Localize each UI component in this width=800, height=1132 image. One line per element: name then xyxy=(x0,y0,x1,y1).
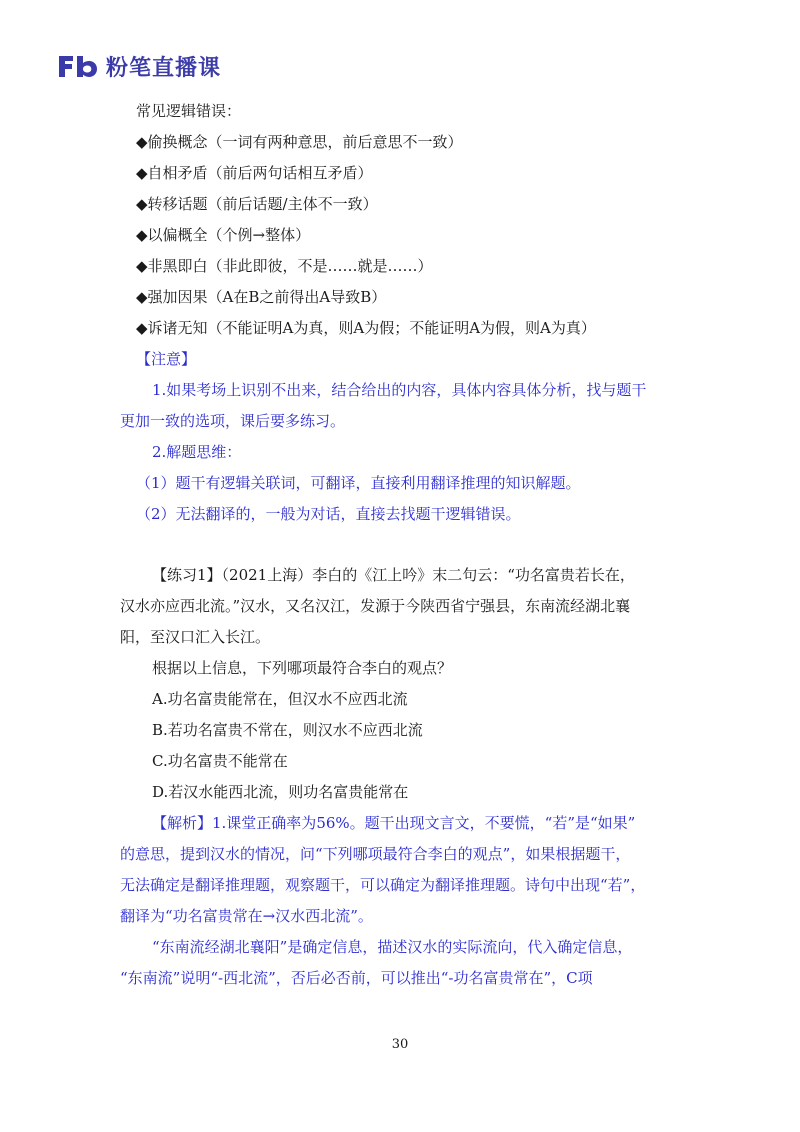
list-item: ◆强加因果（A在B之前得出A导致B） xyxy=(136,288,387,306)
note-paragraph-2: 2.解题思维： xyxy=(152,443,242,461)
exercise-stem: 【练习1】（2021上海）李白的《江上吟》末二句云：“功名富贵若长在， xyxy=(152,566,635,584)
page-number: 30 xyxy=(391,1037,409,1052)
fb-logo-icon xyxy=(56,52,100,80)
option-a: A.功名富贵能常在，但汉水不应西北流 xyxy=(152,690,408,708)
note-point-2: （2）无法翻译的，一般为对话，直接去找题干逻辑错误。 xyxy=(136,505,521,523)
brand-name: 粉笔直播课 xyxy=(106,55,222,81)
brand-logo xyxy=(56,50,221,82)
option-b: B.若功名富贵不常在，则汉水不应西北流 xyxy=(152,721,423,739)
list-item: ◆偷换概念（一词有两种意思，前后意思不一致） xyxy=(136,133,463,151)
list-item: ◆诉诸无知（不能证明A为真，则A为假；不能证明A为假，则A为真） xyxy=(136,319,596,337)
note-paragraph-1-cont: 更加一致的选项，课后要多练习。 xyxy=(120,412,346,430)
analysis-paragraph-2: “东南流经湖北襄阳”是确定信息，描述汉水的实际流向，代入确定信息， xyxy=(152,938,633,956)
note-title: 【注意】 xyxy=(136,350,197,368)
analysis-paragraph: 【解析】1.课堂正确率为56%。题干出现文言文，不要慌，“若”是“如果” xyxy=(152,814,636,832)
analysis-paragraph-cont: 的意思，提到汉水的情况，问“下列哪项最符合李白的观点”，如果根据题干， xyxy=(120,845,631,863)
section-heading: 常见逻辑错误： xyxy=(136,102,242,120)
exercise-question: 根据以上信息，下列哪项最符合李白的观点？ xyxy=(152,659,453,677)
analysis-paragraph-cont: 翻译为“功名富贵常在→汉水西北流”。 xyxy=(120,907,373,925)
option-d: D.若汉水能西北流，则功名富贵能常在 xyxy=(152,783,409,801)
note-paragraph-1: 1.如果考场上识别不出来，结合给出的内容，具体内容具体分析，找与题干 xyxy=(152,381,647,399)
exercise-stem-cont: 阳，至汉口汇入长江。 xyxy=(120,628,271,646)
analysis-paragraph-cont: 无法确定是翻译推理题，观察题干，可以确定为翻译推理题。诗句中出现“若”， xyxy=(120,876,646,894)
list-item: ◆非黑即白（非此即彼，不是……就是……） xyxy=(136,257,433,275)
list-item: ◆自相矛盾（前后两句话相互矛盾） xyxy=(136,164,373,182)
option-c: C.功名富贵不能常在 xyxy=(152,752,288,770)
page-content xyxy=(120,96,690,994)
analysis-paragraph-2-cont: “东南流”说明“-西北流”，否后必否前，可以推出“-功名富贵常在”，C项 xyxy=(120,969,593,987)
exercise-stem-cont: 汉水亦应西北流。”汉水，又名汉江，发源于今陕西省宁强县，东南流经湖北襄 xyxy=(120,597,631,615)
list-item: ◆以偏概全（个例→整体） xyxy=(136,226,311,244)
note-point-1: （1）题干有逻辑关联词，可翻译，直接利用翻译推理的知识解题。 xyxy=(136,474,581,492)
list-item: ◆转移话题（前后话题/主体不一致） xyxy=(136,195,378,213)
